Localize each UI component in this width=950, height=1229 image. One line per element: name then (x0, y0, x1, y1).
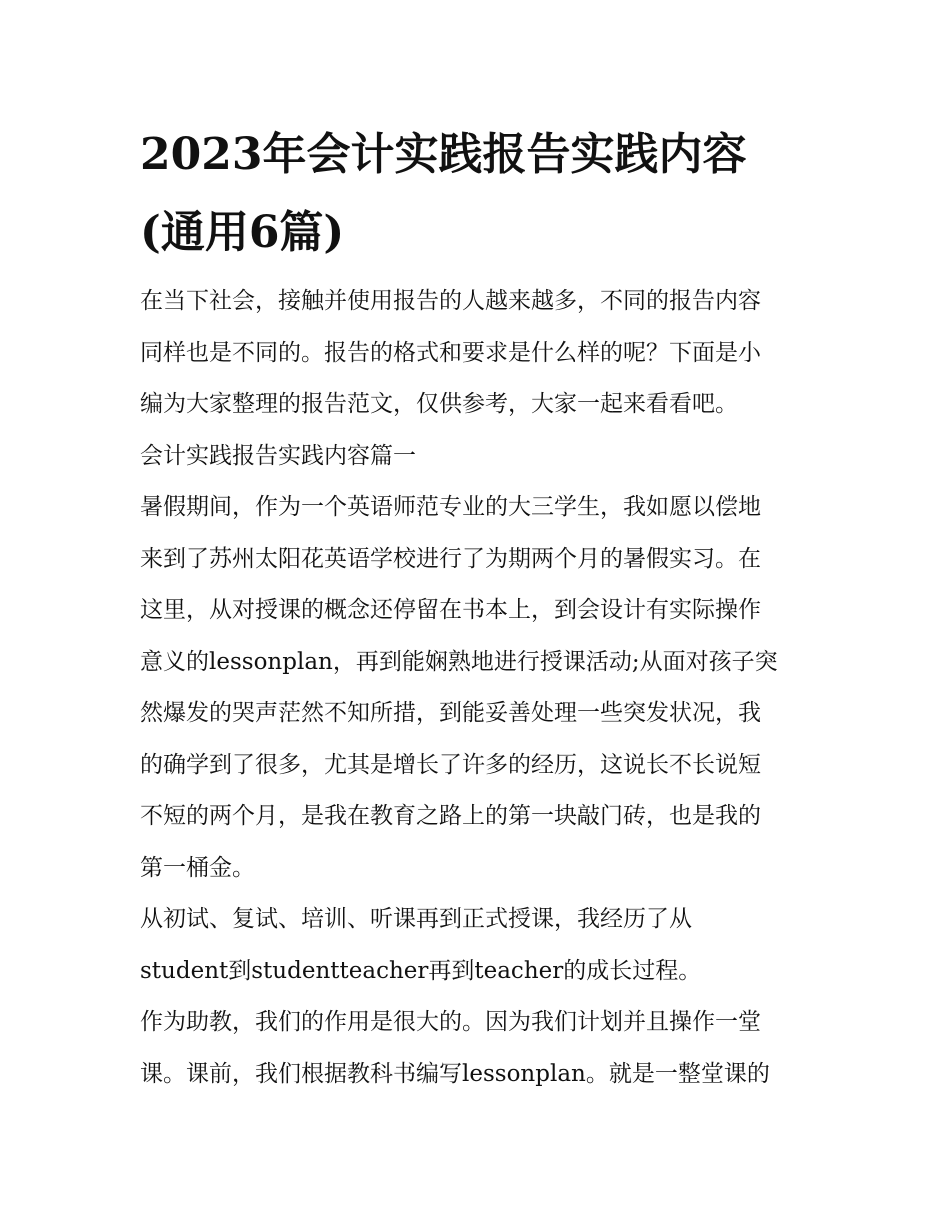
document-title (140, 116, 820, 272)
paragraph-line: 在当下社会，接触并使用报告的人越来越多，不同的报告内容 (140, 288, 761, 314)
paragraph-line: 的确学到了很多，尤其是增长了许多的经历，这说长不长说短 (140, 751, 761, 778)
paragraph-line: 第一桶金。 (140, 854, 255, 881)
paragraph-line: 暑假期间，作为一个英语师范专业的大三学生，我如愿以偿地 (140, 494, 761, 520)
paragraph-line: 这里，从对授课的概念还停留在书本上，到会设计有实际操作 (140, 597, 761, 623)
title-line: 2023年会计实践报告实践内容 (140, 129, 747, 180)
paragraph-line: 作为助教，我们的作用是很大的。因为我们计划并且操作一堂 (140, 1009, 761, 1035)
document-body (140, 278, 820, 1102)
paragraph-line: 意义的lessonplan，再到能娴熟地进行授课活动;从面对孩子突 (140, 648, 778, 675)
paragraph-line: 同样也是不同的。报告的格式和要求是什么样的呢？下面是小 (140, 339, 761, 366)
paragraph-line: 然爆发的哭声茫然不知所措，到能妥善处理一些突发状况，我 (140, 700, 761, 726)
paragraph-line: 课。课前，我们根据教科书编写lessonplan。就是一整堂课的 (140, 1060, 770, 1087)
paragraph-line: 来到了苏州太阳花英语学校进行了为期两个月的暑假实习。在 (140, 545, 761, 572)
paragraph-line: 编为大家整理的报告范文，仅供参考，大家一起来看看吧。 (140, 391, 738, 417)
paragraph-line: 从初试、复试、培训、听课再到正式授课，我经历了从 (140, 906, 692, 932)
section-heading: 会计实践报告实践内容篇一 (140, 442, 416, 469)
paragraph-line: 不短的两个月，是我在教育之路上的第一块敲门砖，也是我的 (140, 803, 761, 829)
paragraph-line: student到studentteacher再到teacher的成长过程。 (140, 957, 702, 984)
title-line: (通用6篇) (140, 207, 345, 258)
